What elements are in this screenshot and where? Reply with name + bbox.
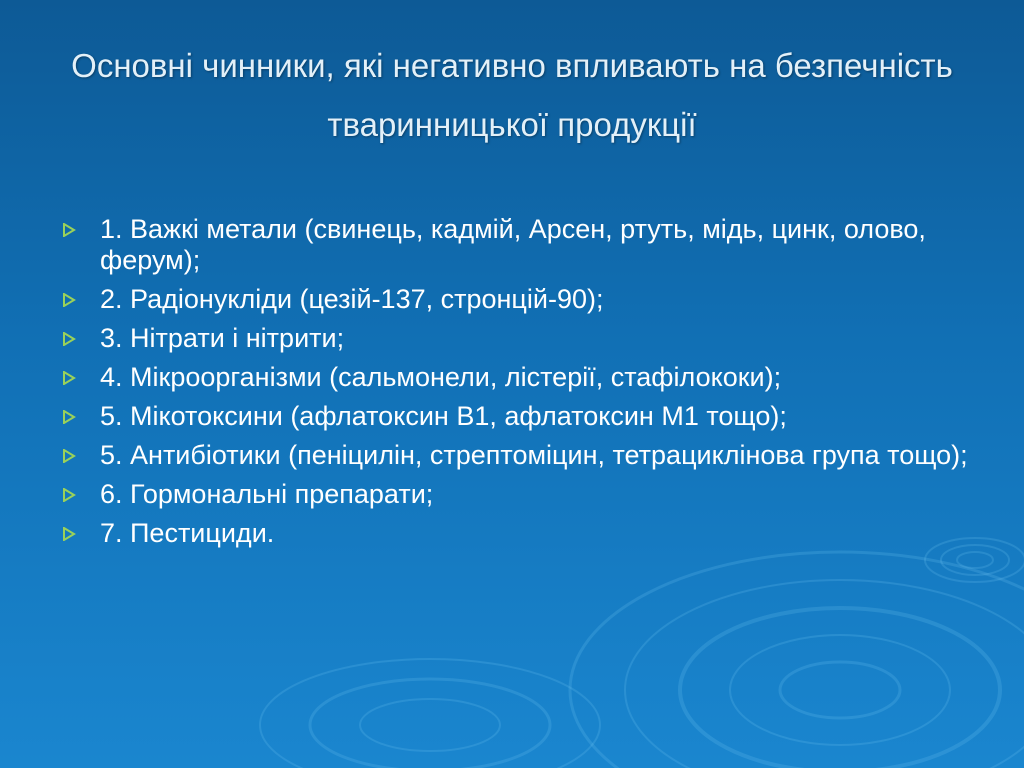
list-item <box>62 362 972 393</box>
list-item-text: 7. Пестициди. <box>100 518 275 548</box>
list-item-text: 5. Мікотоксини (афлатоксин В1, афлатоксин М1 тощо); <box>100 401 787 431</box>
list-item-text: 6. Гормональні препарати; <box>100 479 434 509</box>
chevron-right-icon <box>62 284 100 315</box>
list-item-text: 4. Мікроорганізми (сальмонели, лістерії, стафілококи); <box>100 362 782 392</box>
list-item <box>62 323 972 354</box>
list-item <box>62 479 972 510</box>
list-item <box>62 440 972 471</box>
list-item-text: 5. Антибіотики (пеніцилін, стрептоміцин, тетрациклінова група тощо); <box>100 440 968 470</box>
chevron-right-icon <box>62 401 100 432</box>
chevron-right-icon <box>62 362 100 393</box>
list-item <box>62 284 972 315</box>
chevron-right-icon <box>62 323 100 354</box>
list-item-text: 1. Важкі метали (свинець, кадмій, Арсен, ртуть, мідь, цинк, олово, ферум); <box>100 214 926 275</box>
factor-list <box>62 214 972 557</box>
list-item <box>62 401 972 432</box>
list-item-text: 2. Радіонукліди (цезій-137, стронцій-90); <box>100 284 604 314</box>
list-item <box>62 214 972 276</box>
slide-title: Основні чинники, які негативно впливають на безпечність тваринницької продукції <box>71 47 953 143</box>
chevron-right-icon <box>62 440 100 471</box>
list-item <box>62 518 972 549</box>
chevron-right-icon <box>62 214 100 245</box>
list-item-text: 3. Нітрати і нітрити; <box>100 323 345 353</box>
chevron-right-icon <box>62 479 100 510</box>
chevron-right-icon <box>62 518 100 549</box>
